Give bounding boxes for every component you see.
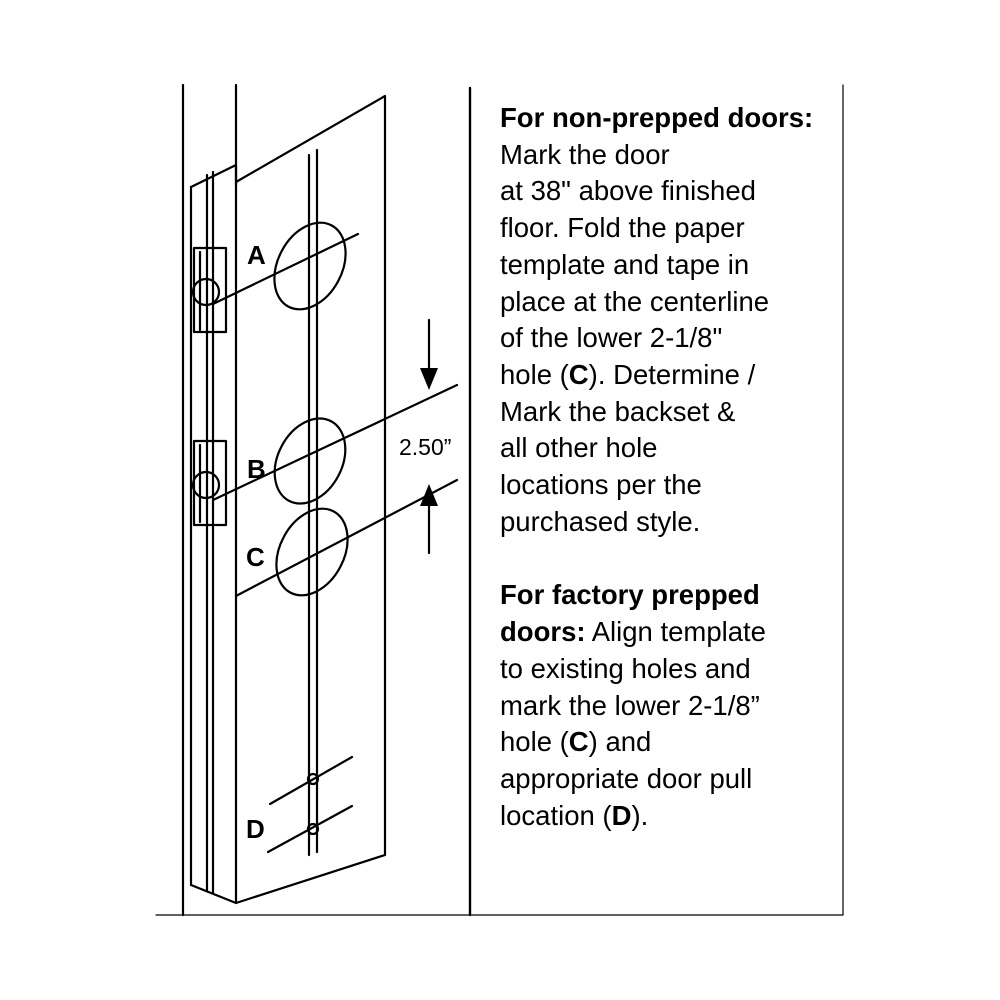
dimension-label: 2.50” [399,434,452,460]
factory-prepped-heading: For factory prepped doors: [500,579,760,648]
non-prepped-instructions: For non-prepped doors: Mark the door at 38" above finished floor. Fold the paper template and tape in place at the centerline of the lower 2-1/8" hole (C). Determine / Mark the backset & all other hole locations per the purchased style. [500,102,814,537]
non-prepped-heading: For non-prepped doors: [500,102,814,133]
label-b: B [247,454,266,484]
label-a: A [247,240,266,270]
label-d: D [246,814,265,844]
label-c: C [246,542,265,572]
latch-face-upper [193,248,226,332]
factory-prepped-instructions: For factory prepped doors: Align template to existing holes and mark the lower 2-1/8” hole (C) and appropriate door pull location (D). [500,579,766,831]
instructions-panel [500,100,830,834]
latch-face-lower [193,441,226,525]
